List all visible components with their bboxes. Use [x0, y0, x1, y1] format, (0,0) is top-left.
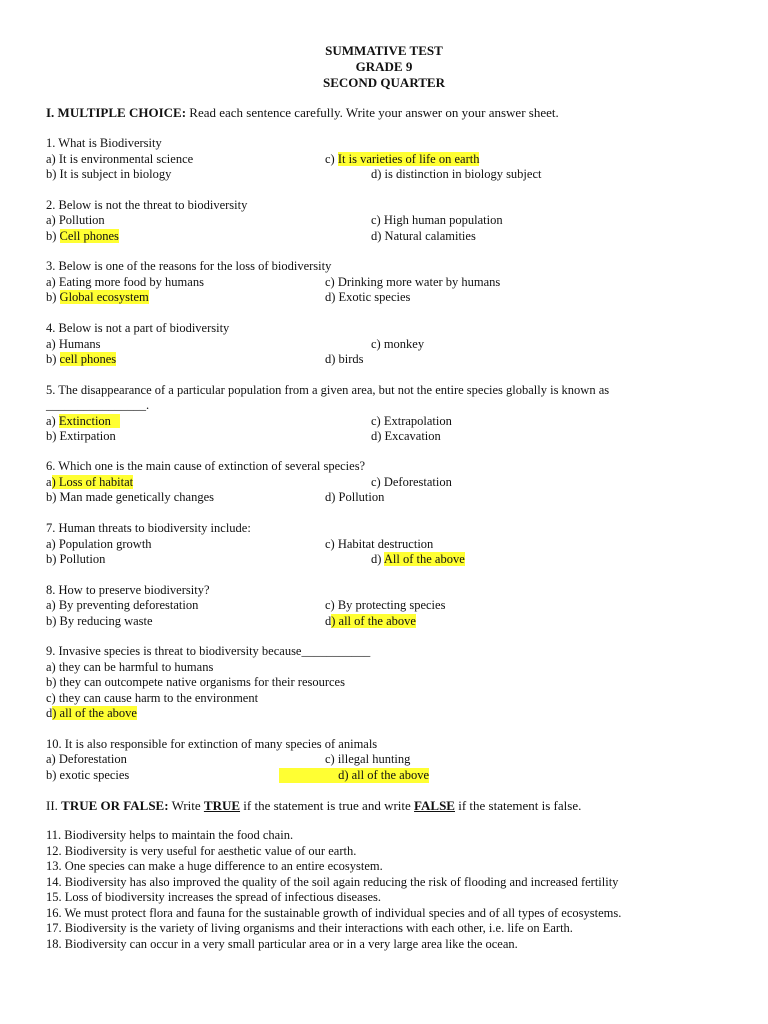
- q1-option-c: c) It is varieties of life on earth: [325, 152, 480, 166]
- q6-answer-highlight: ) Loss of habitat: [51, 475, 134, 489]
- true-keyword: TRUE: [203, 798, 241, 813]
- question-5: 5. The disappearance of a particular population from a given area, but not the entire species globally is known as: [46, 383, 610, 397]
- q4-answer-highlight: cell phones: [59, 352, 117, 366]
- question-3: 3. Below is one of the reasons for the loss of biodiversity: [46, 259, 332, 273]
- statement-14: 14. Biodiversity has also improved the quality of the soil again reducing the risk of flooding and increased fertility: [46, 875, 619, 889]
- question-1: 1. What is Biodiversity: [46, 136, 162, 150]
- question-9: 9. Invasive species is threat to biodiversity because___________: [46, 644, 371, 658]
- q5-option-b: b) Extirpation: [46, 429, 116, 443]
- q8-option-c: c) By protecting species: [325, 598, 446, 612]
- q3-option-c: c) Drinking more water by humans: [325, 275, 501, 289]
- q4-option-c: c) monkey: [371, 337, 425, 351]
- q6-option-d: d) Pollution: [325, 490, 385, 504]
- q7-option-a: a) Population growth: [46, 537, 152, 551]
- q10-option-c: c) illegal hunting: [325, 752, 411, 766]
- q7-option-d: d) All of the above: [371, 552, 465, 566]
- question-10: 10. It is also responsible for extinction of many species of animals: [46, 737, 378, 751]
- question-6: 6. Which one is the main cause of extinction of several species?: [46, 459, 366, 473]
- statement-12: 12. Biodiversity is very useful for aesthetic value of our earth.: [46, 844, 357, 858]
- q8-option-a: a) By preventing deforestation: [46, 598, 199, 612]
- q3-option-b: b) Global ecosystem: [46, 290, 149, 304]
- q8-answer-highlight: ) all of the above: [331, 614, 416, 628]
- q1-option-b: b) It is subject in biology: [46, 167, 172, 181]
- q1-answer-highlight: It is varieties of life on earth: [337, 152, 480, 166]
- part1-instruction: [46, 105, 559, 120]
- question-8: 8. How to preserve biodiversity?: [46, 583, 210, 597]
- q6-option-a: a) Loss of habitat: [46, 475, 134, 489]
- q1-option-a: a) It is environmental science: [46, 152, 194, 166]
- statement-11: 11. Biodiversity helps to maintain the food chain.: [46, 828, 294, 842]
- q9-option-c: c) they can cause harm to the environment: [46, 691, 259, 705]
- q6-option-b: b) Man made genetically changes: [46, 490, 214, 504]
- part1-label: I. MULTIPLE CHOICE:: [46, 105, 187, 120]
- q7-option-c: c) Habitat destruction: [325, 537, 434, 551]
- statement-16: 16. We must protect flora and fauna for the sustainable growth of individual species and of all types of ecosystems.: [46, 906, 622, 920]
- q5-option-c: c) Extrapolation: [371, 414, 452, 428]
- question-4: 4. Below is not a part of biodiversity: [46, 321, 230, 335]
- q9-option-b: b) they can outcompete native organisms for their resources: [46, 675, 345, 689]
- q5-blank: ________________.: [46, 398, 150, 412]
- statement-18: 18. Biodiversity can occur in a very small particular area or in a very large area like the ocean.: [46, 937, 518, 951]
- q9-answer-highlight: ) all of the above: [52, 706, 137, 720]
- title-line-3: SECOND QUARTER: [323, 75, 445, 90]
- q9-option-a: a) they can be harmful to humans: [46, 660, 214, 674]
- q2-option-b: b) Cell phones: [46, 229, 119, 243]
- q3-answer-highlight: Global ecosystem: [59, 290, 149, 304]
- q2-option-a: a) Pollution: [46, 213, 105, 227]
- title-line-1: SUMMATIVE TEST: [325, 43, 443, 58]
- part1-instruction-text: Read each sentence carefully. Write your answer on your answer sheet.: [186, 105, 559, 120]
- q10-option-b: b) exotic species: [46, 768, 130, 782]
- statement-13: 13. One species can make a huge difference to an entire ecosystem.: [46, 859, 383, 873]
- q7-option-b: b) Pollution: [46, 552, 106, 566]
- statement-17: 17. Biodiversity is the variety of living organisms and their interactions with each other, i.e. life on Earth.: [46, 921, 573, 935]
- q8-option-b: b) By reducing waste: [46, 614, 153, 628]
- q10-option-a: a) Deforestation: [46, 752, 127, 766]
- false-keyword: FALSE: [414, 798, 455, 813]
- q2-option-c: c) High human population: [371, 213, 503, 227]
- q2-answer-highlight: Cell phones: [59, 229, 119, 243]
- q1-option-d: d) is distinction in biology subject: [371, 167, 542, 181]
- q10-option-d: d) all of the above: [279, 768, 429, 783]
- q9-option-d: d) all of the above: [46, 706, 137, 720]
- q5-option-d: d) Excavation: [371, 429, 441, 443]
- q4-option-d: d) birds: [325, 352, 364, 366]
- q4-option-b: b) cell phones: [46, 352, 117, 366]
- q3-option-a: a) Eating more food by humans: [46, 275, 204, 289]
- q5-option-a: a) Extinction: [46, 414, 121, 428]
- q8-option-d: d) all of the above: [325, 614, 416, 628]
- q7-answer-highlight: All of the above: [383, 552, 465, 566]
- question-2: 2. Below is not the threat to biodiversity: [46, 198, 248, 212]
- q5-answer-highlight: Extinction: [58, 414, 121, 428]
- q6-option-c: c) Deforestation: [371, 475, 452, 489]
- question-7: 7. Human threats to biodiversity include:: [46, 521, 251, 535]
- part2-instruction: II. TRUE OR FALSE: Write TRUE if the statement is true and write FALSE if the statement is false.: [46, 798, 582, 813]
- q4-option-a: a) Humans: [46, 337, 101, 351]
- q2-option-d: d) Natural calamities: [371, 229, 476, 243]
- statement-15: 15. Loss of biodiversity increases the spread of infectious diseases.: [46, 890, 381, 904]
- part2-label: TRUE OR FALSE:: [61, 798, 169, 813]
- q3-option-d: d) Exotic species: [325, 290, 411, 304]
- title-line-2: GRADE 9: [355, 59, 413, 74]
